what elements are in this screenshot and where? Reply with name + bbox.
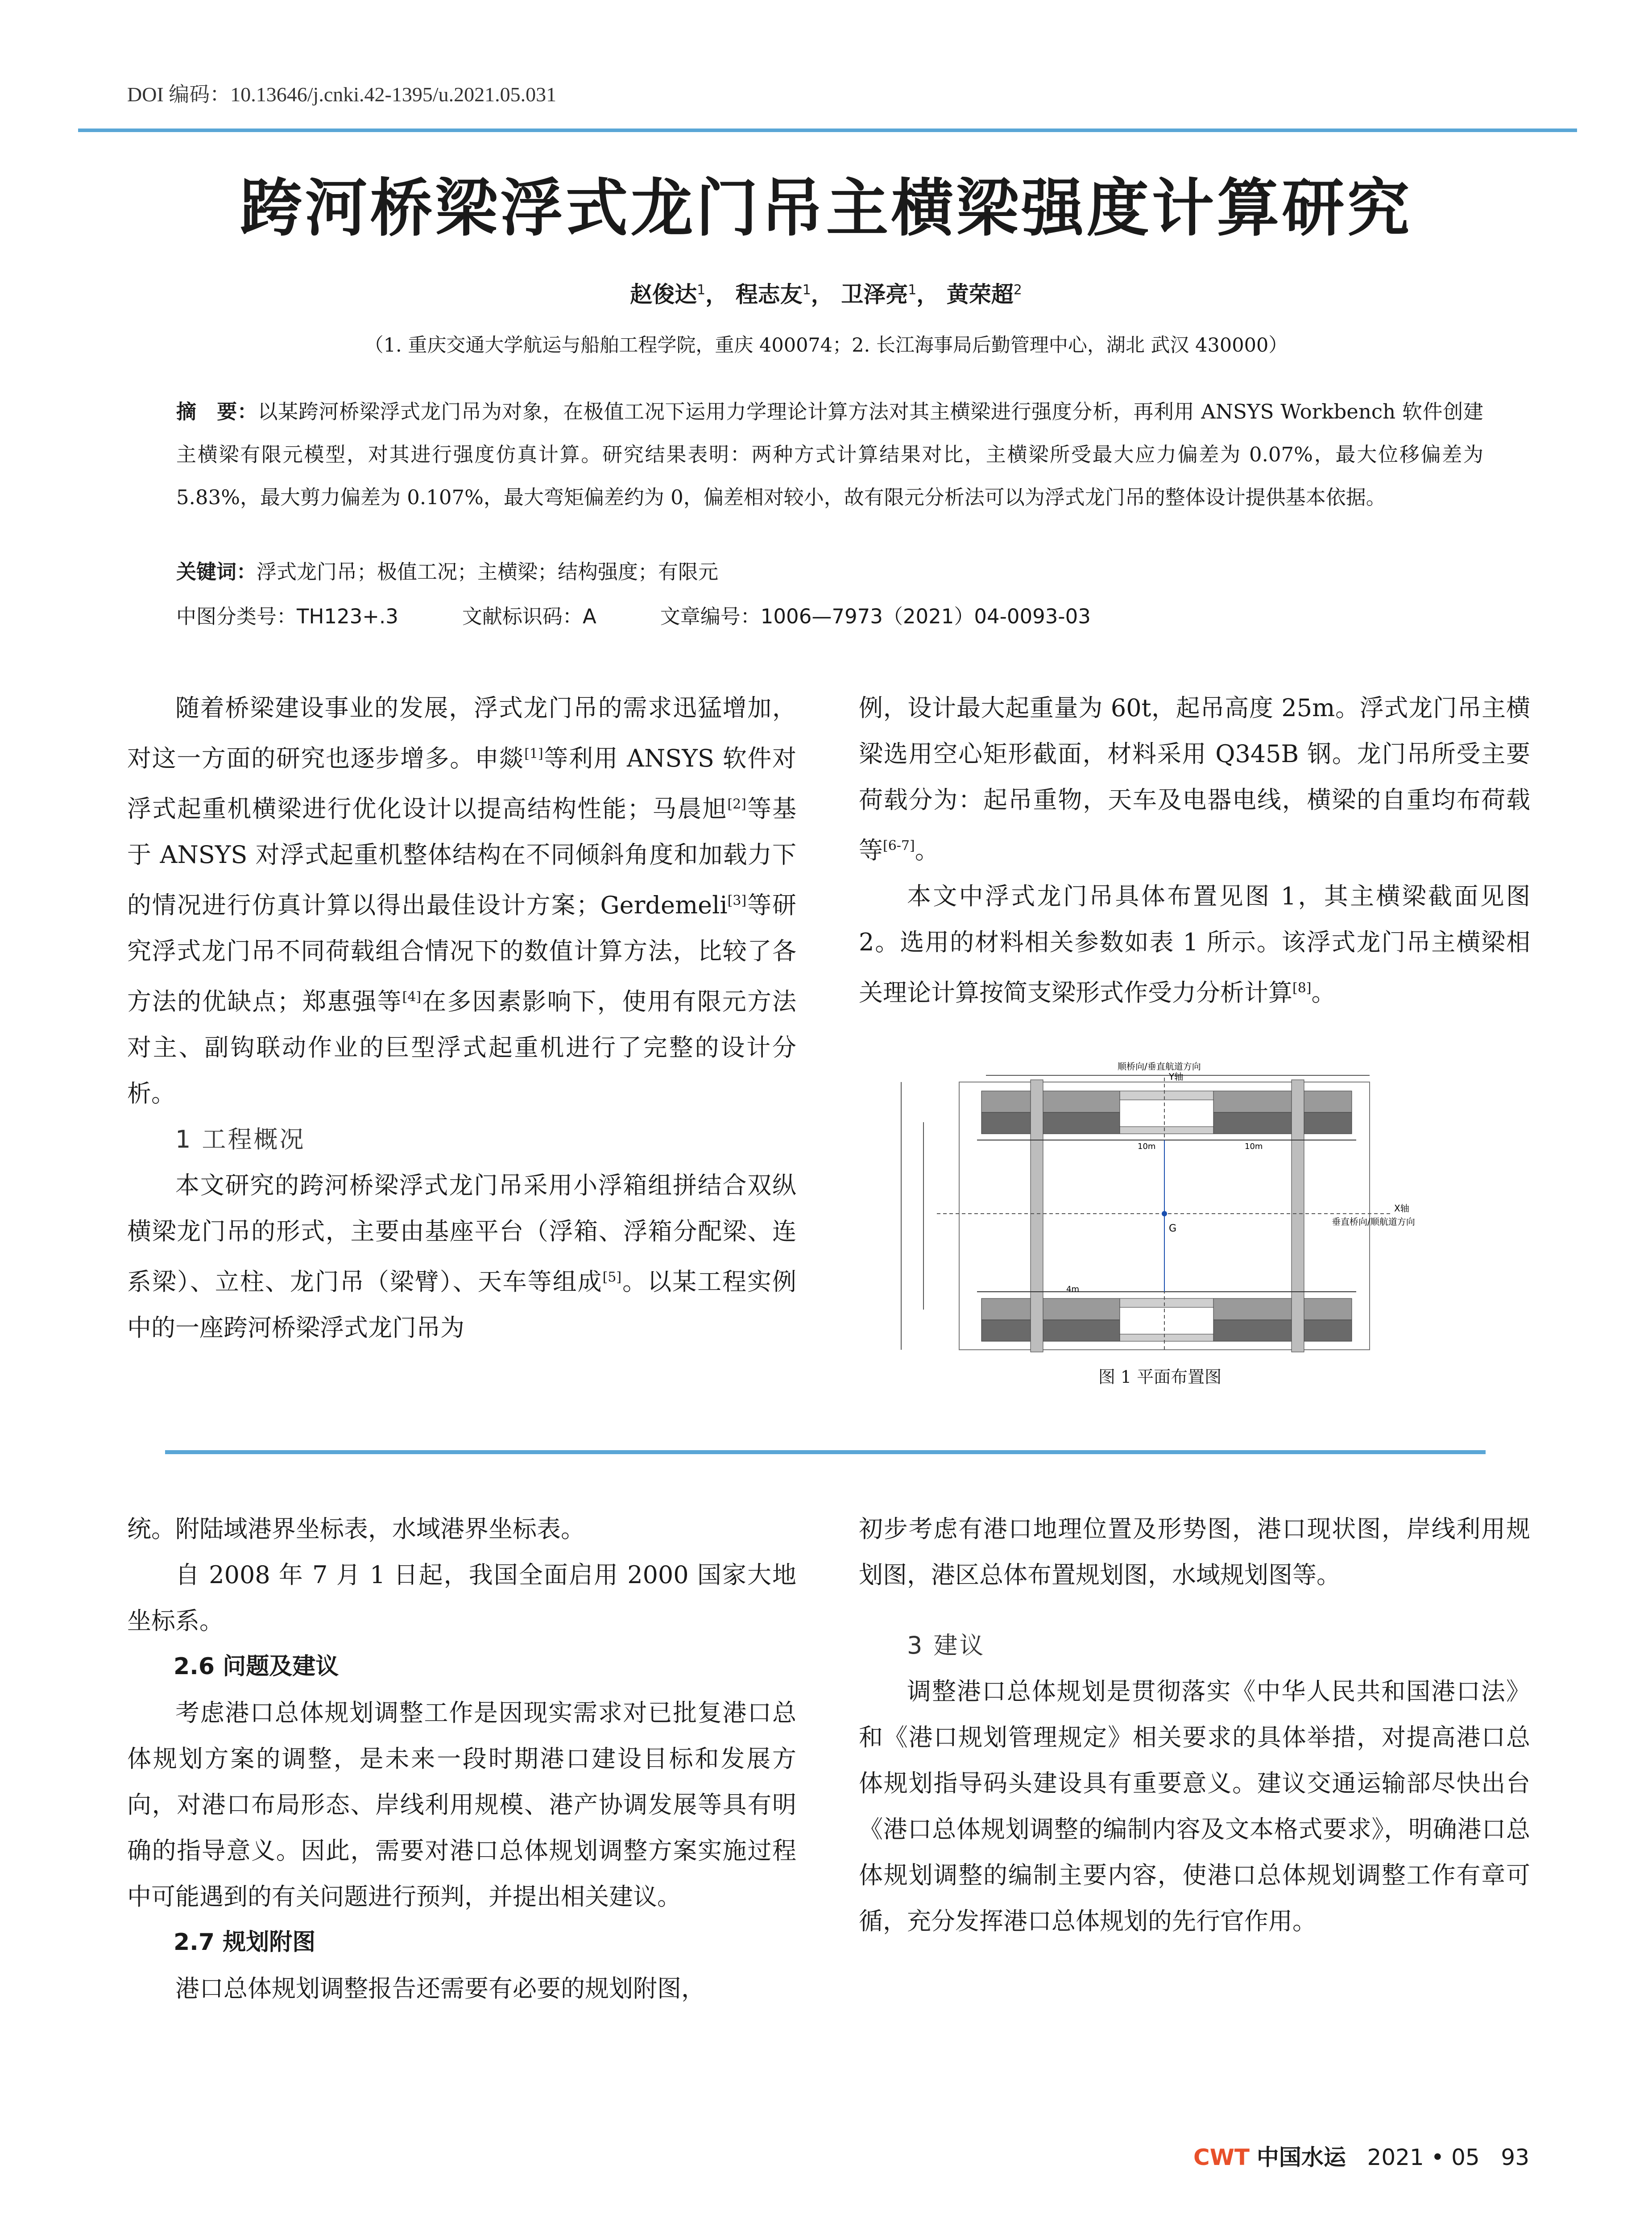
abstract-label: 摘 要： (176, 400, 258, 423)
paragraph: 自 2008 年 7 月 1 日起，我国全面启用 2000 国家大地坐标系。 (127, 1561, 796, 1635)
y-axis-label: Y轴 (1169, 1071, 1184, 1082)
subsection-heading: 2.7 规划附图 (174, 1929, 316, 1956)
column-right-bottom (859, 1506, 1530, 1944)
section-heading: 3 建议 (907, 1631, 985, 1659)
doccode-value: A (582, 605, 596, 628)
brand-logo: CWT (1193, 2144, 1250, 2170)
dimension-label: 4m (1066, 1285, 1079, 1294)
paragraph: 调整港口总体规划是贯彻落实《中华人民共和国港口法》和《港口规划管理规定》相关要求的具体举措，对提高港口总体规划指导码头建设具有重要意义。建议交通运输部尽快出台《港口总体规划调整的编制内容及文本格式要求》，明确港口总体规划调整的编制主要内容，使港口总体规划调整工作有章可循，充分发挥港口总体规划的先行官作用。 (859, 1677, 1530, 1935)
author-name: 赵俊达 (630, 282, 697, 307)
classification-line (176, 600, 1091, 629)
layout-figure (865, 1060, 1454, 1363)
figure-caption: 图 1 平面布置图 (1098, 1367, 1222, 1387)
paragraph: 例，设计最大起重量为 60t，起吊高度 25m。浮式龙门吊主横梁选用空心矩形截面，材料采用 Q345B 钢。龙门吊所受主要荷载分为：起吊重物，天车及电器电线，横梁的自重均布荷载等[6-7]。 (859, 694, 1530, 864)
dimension-label: 10m (1245, 1142, 1263, 1151)
paragraph: 统。附陆域港界坐标表，水域港界坐标表。 (127, 1515, 585, 1543)
article-number: 1006—7973（2021）04-0093-03 (760, 605, 1091, 628)
section-divider (165, 1450, 1486, 1454)
paragraph: 本文中浮式龙门吊具体布置见图 1，其主横梁截面见图 2。选用的材料相关参数如表 1 所示。该浮式龙门吊主横梁相关理论计算按简支梁形式作受力分析计算[8]。 (859, 882, 1530, 1007)
doccode-label: 文献标识码： (462, 605, 583, 628)
keywords-label: 关键词： (176, 560, 257, 584)
article-label: 文章编号： (660, 605, 761, 628)
page-footer (1193, 2140, 1529, 2172)
author-name: 黄荣超 (946, 282, 1014, 307)
header-rule (78, 129, 1577, 132)
keywords: 关键词：浮式龙门吊；极值工况；主横梁；结构强度；有限元 (176, 560, 719, 584)
right-direction-label: 垂直桥向/顺航道方向 (1332, 1216, 1415, 1227)
figure-top-label: 顺桥向/垂直航道方向 (1118, 1061, 1201, 1072)
author-list: 赵俊达$^1$， 程志友$^1$， 卫泽亮$^1$， 黄荣超$^2$ (630, 282, 1022, 307)
page-number: 93 (1501, 2144, 1530, 2170)
section-heading: 1 工程概况 (175, 1125, 306, 1153)
clc-label: 中图分类号： (176, 605, 297, 628)
paragraph: 随着桥梁建设事业的发展，浮式龙门吊的需求迅猛增加，对这一方面的研究也逐步增多。申燚[1]等利用 ANSYS 软件对浮式起重机横梁进行优化设计以提高结构性能；马晨旭[2]等基于 ANSYS 对浮式起重机整体结构在不同倾斜角度和加载力下的情况进行仿真计算以得出最佳设计方案；Gerdemeli[3]等研究浮式龙门吊不同荷载组合情况下的数值计算方法，比较了各方法的优缺点；郑惠强等[4]在多因素影响下，使用有限元方法对主、副钩联动作业的巨型浮式起重机进行了完整的设计分析。 (127, 694, 797, 1107)
paper-title: 跨河桥梁浮式龙门吊主横梁强度计算研究 (240, 172, 1412, 245)
dimension-label: 10m (1138, 1142, 1156, 1151)
column-left-top (127, 685, 796, 1351)
affiliation: （1. 重庆交通大学航运与船舶工程学院，重庆 400074；2. 长江海事局后勤管理中心，湖北 武汉 430000） (364, 334, 1288, 357)
x-axis-label: X轴 (1394, 1203, 1409, 1214)
abstract-text: 以某跨河桥梁浮式龙门吊为对象，在极值工况下运用力学理论计算方法对其主横梁进行强度分析，再利用 ANSYS Workbench 软件创建主横梁有限元模型，对其进行强度仿真计算。研究结果表明：两种方式计算结果对比，主横梁所受最大应力偏差为 0.07%，最大位移偏差为 5.83%，最大剪力偏差为 0.107%，最大弯矩偏差约为 0，偏差相对较小，故有限元分析法可以为浮式龙门吊的整体设计提供基本依据。 (176, 400, 1483, 509)
doi-line: DOI 编码：10.13646/j.cnki.42-1395/u.2021.05.031 (127, 83, 557, 106)
clc-value: TH123+.3 (297, 605, 398, 628)
paragraph: 考虑港口总体规划调整工作是因现实需求对已批复港口总体规划方案的调整，是未来一段时期港口建设目标和发展方向，对港口布局形态、岸线利用规模、港产协调发展等具有明确的指导意义。因此，需要对港口总体规划调整方案实施过程中可能遇到的有关问题进行预判，并提出相关建议。 (127, 1699, 796, 1911)
paragraph: 初步考虑有港口地理位置及形势图，港口现状图，岸线利用规划图，港区总体布置规划图，水域规划图等。 (859, 1515, 1530, 1589)
author-name: 卫泽亮 (841, 282, 908, 307)
longitudinal-beam (1031, 1080, 1043, 1352)
issue: 2021 • 05 (1367, 2144, 1480, 2170)
column-left-bottom (127, 1506, 796, 2011)
column-right-top (859, 685, 1530, 1016)
subsection-heading: 2.6 问题及建议 (174, 1653, 339, 1680)
longitudinal-beam (1292, 1080, 1304, 1352)
centroid-label: G (1169, 1223, 1177, 1234)
magazine-name: 中国水运 (1256, 2144, 1346, 2170)
abstract (176, 390, 1483, 519)
paragraph: 港口总体规划调整报告还需要有必要的规划附图， (175, 1974, 705, 2003)
author-name: 程志友 (735, 282, 803, 307)
paragraph: 本文研究的跨河桥梁浮式龙门吊采用小浮箱组拼结合双纵横梁龙门吊的形式，主要由基座平台（浮箱、浮箱分配梁、连系梁）、立柱、龙门吊（梁臂）、天车等组成[5]。以某工程实例中的一座跨河桥梁浮式龙门吊为 (127, 1171, 797, 1342)
